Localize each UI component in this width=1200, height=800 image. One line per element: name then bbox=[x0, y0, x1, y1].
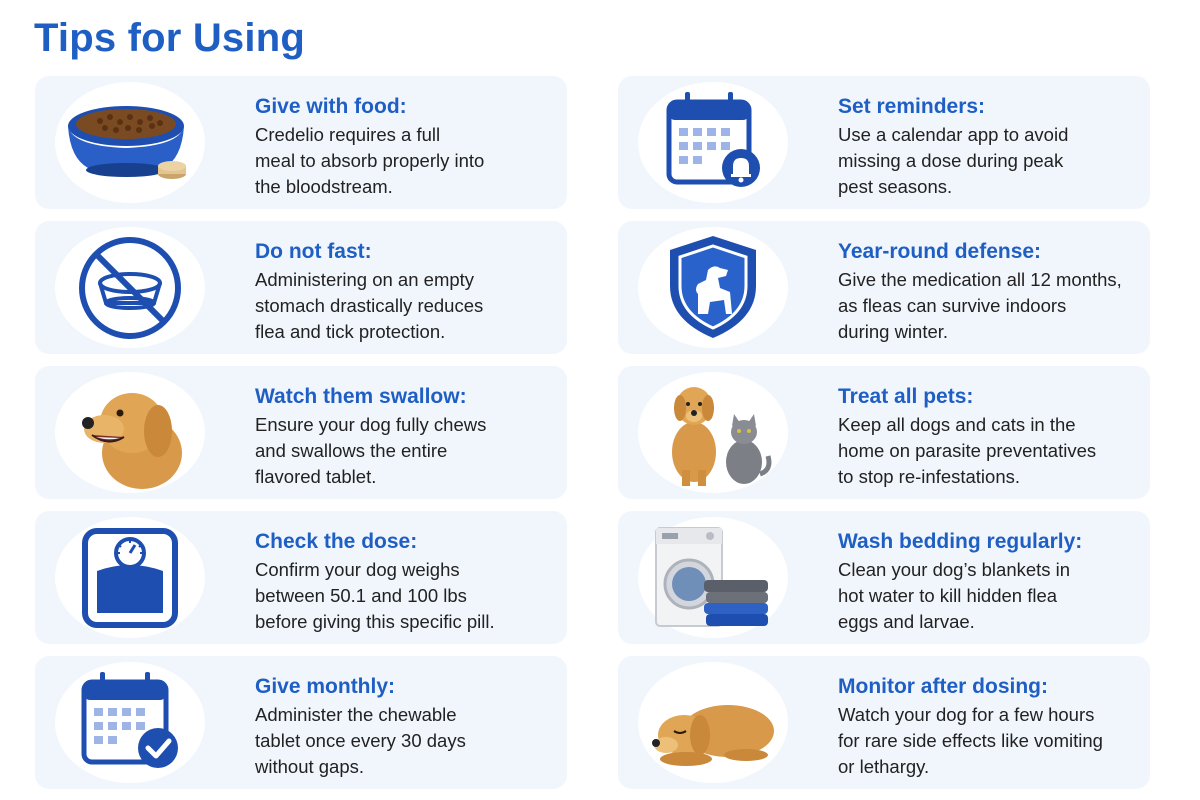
no-food-bowl-icon bbox=[55, 227, 205, 348]
tip-card-watch-them-swallow bbox=[35, 366, 567, 499]
tip-card-year-round-defense bbox=[618, 221, 1150, 354]
tip-card-wash-bedding bbox=[618, 511, 1150, 644]
tip-body: Keep all dogs and cats in the home on parasite preventatives to stop re-infestations. bbox=[838, 414, 1097, 487]
tip-body: Administer the chewable tablet once every 30 days without gaps. bbox=[255, 704, 466, 777]
tip-text bbox=[838, 674, 1138, 780]
tip-text bbox=[255, 529, 555, 635]
tip-text bbox=[255, 94, 555, 200]
tip-card-set-reminders bbox=[618, 76, 1150, 209]
tip-card-treat-all-pets bbox=[618, 366, 1150, 499]
tip-card-give-monthly bbox=[35, 656, 567, 789]
weight-scale-icon bbox=[55, 517, 205, 638]
food-bowl-icon bbox=[55, 82, 205, 203]
tip-text bbox=[255, 674, 555, 780]
shield-dog-icon bbox=[638, 227, 788, 348]
tip-card-check-the-dose bbox=[35, 511, 567, 644]
tip-heading: Give with food: bbox=[255, 95, 407, 118]
tip-body: Give the medication all 12 months, as fleas can survive indoors during winter. bbox=[838, 269, 1122, 342]
tip-text bbox=[838, 529, 1138, 635]
resting-dog-icon bbox=[638, 662, 788, 783]
tip-body: Confirm your dog weighs between 50.1 and 100 lbs before giving this specific pill. bbox=[255, 559, 495, 632]
tip-text bbox=[255, 239, 555, 345]
tip-heading: Year-round defense: bbox=[838, 240, 1042, 263]
tip-heading: Do not fast: bbox=[255, 240, 372, 263]
tip-body: Watch your dog for a few hours for rare side effects like vomiting or lethargy. bbox=[838, 704, 1103, 777]
tip-body: Ensure your dog fully chews and swallows the entire flavored tablet. bbox=[255, 414, 487, 487]
right-tips-column bbox=[618, 76, 1150, 800]
dog-and-cat-icon bbox=[638, 372, 788, 493]
tip-heading: Monitor after dosing: bbox=[838, 675, 1048, 698]
tip-text bbox=[838, 94, 1138, 200]
washing-machine-icon bbox=[638, 517, 788, 638]
tip-heading: Treat all pets: bbox=[838, 385, 974, 408]
tip-body: Credelio requires a full meal to absorb properly into the bloodstream. bbox=[255, 124, 485, 197]
tip-text bbox=[838, 384, 1138, 490]
tip-body: Use a calendar app to avoid missing a dose during peak pest seasons. bbox=[838, 124, 1069, 197]
left-tips-column bbox=[35, 76, 567, 800]
tip-heading: Check the dose: bbox=[255, 530, 418, 553]
tip-heading: Set reminders: bbox=[838, 95, 986, 118]
tip-heading: Wash bedding regularly: bbox=[838, 530, 1083, 553]
tip-text bbox=[255, 384, 555, 490]
tip-body: Clean your dog’s blankets in hot water to kill hidden flea eggs and larvae. bbox=[838, 559, 1071, 632]
dog-photo-icon bbox=[55, 372, 205, 493]
tip-card-give-with-food bbox=[35, 76, 567, 209]
page-title: Tips for Using bbox=[34, 16, 305, 60]
calendar-check-icon bbox=[55, 662, 205, 783]
tip-card-do-not-fast bbox=[35, 221, 567, 354]
tip-heading: Give monthly: bbox=[255, 675, 396, 698]
tip-heading: Watch them swallow: bbox=[255, 385, 467, 408]
calendar-bell-icon bbox=[638, 82, 788, 203]
tip-text bbox=[838, 239, 1138, 345]
tip-card-monitor-after-dosing bbox=[618, 656, 1150, 789]
tip-body: Administering on an empty stomach drastically reduces flea and tick protection. bbox=[255, 269, 484, 342]
